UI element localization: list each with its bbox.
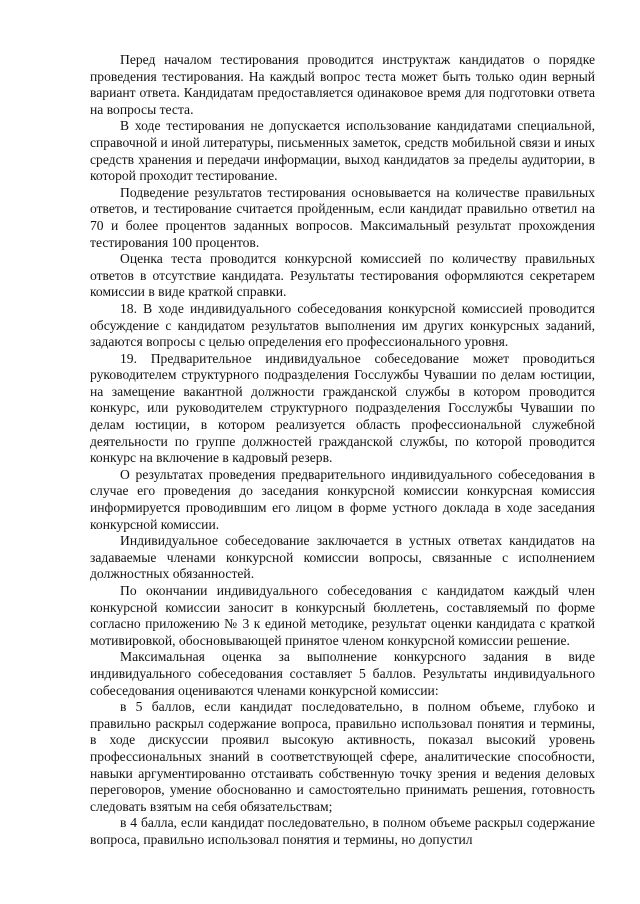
paragraph-testing-briefing: Перед началом тестирования проводится инструктаж кандидатов о порядке проведения тестирования. На каждый вопрос теста может быть только один верный вариант ответа. Кандидатам предоставляется одинаковое время для подготовки ответа на вопросы теста. [90,52,595,117]
document-body [90,52,595,849]
paragraph-item-18: 18. В ходе индивидуального собеседования конкурсной комиссией проводится обсуждение с кандидатом результатов выполнения им других конкурсных заданий, задаются вопросы с целью определения его профессионального уровня. [90,300,595,350]
paragraph-testing-restrictions: В ходе тестирования не допускается использование кандидатами специальной, справочной и иной литературы, письменных заметок, средств мобильной связи и иных средств хранения и передачи информации, выход кандидатов за пределы аудитории, в которой проходит тестирование. [90,118,595,184]
paragraph-test-evaluation: Оценка теста проводится конкурсной комиссией по количеству правильных ответов в отсутствие кандидата. Результаты тестирования оформляются секретарем комиссии в виде краткой справки. [90,251,595,300]
paragraph-testing-results: Подведение результатов тестирования основывается на количестве правильных ответов, и тестирование считается пройденным, если кандидат правильно ответил на 70 и более процентов заданных вопросов. Максимальный результат прохождения тестирования 100 процентов. [90,184,595,250]
paragraph-ballot: По окончании индивидуального собеседования с кандидатом каждый член конкурсной комиссии заносит в конкурсный бюллетень, составляемый по форме согласно приложению № 3 к единой методике, результат оценки кандидата с краткой мотивировкой, обосновывающей принятое членом конкурсной комиссии решение. [90,583,595,648]
paragraph-interview-definition: Индивидуальное собеседование заключается в устных ответах кандидатов на задаваемые членами конкурсной комиссии вопросы, связанные с исполнением должностных обязанностей. [90,533,595,582]
paragraph-score-4: в 4 балла, если кандидат последовательно, в полном объеме раскрыл содержание вопроса, правильно использовал понятия и термины, но допустил [90,815,595,847]
paragraph-preliminary-interview-report: О результатах проведения предварительного индивидуального собеседования в случае его проведения до заседания конкурсной комиссии конкурсная комиссия информируется проводившим его лицом в форме устного доклада в ходе заседания конкурсной комиссии. [90,466,595,532]
paragraph-max-score: Максимальная оценка за выполнение конкурсного задания в виде индивидуального собеседования составляет 5 баллов. Результаты индивидуального собеседования оцениваются членами конкурсной комиссии: [90,649,595,698]
paragraph-score-5: в 5 баллов, если кандидат последовательно, в полном объеме, глубоко и правильно раскрыл содержание вопроса, правильно использовал понятия и термины, в ходе дискуссии проявил высокую активность, показал высокий уровень профессиональных знаний в соответствующей сфере, аналитические способности, навыки аргументированно отстаивать собственную точку зрения и ведения деловых переговоров, умение обоснованно и самостоятельно принимать решения, готовность следовать взятым на себя обязательствам; [90,699,595,814]
paragraph-item-19: 19. Предварительное индивидуальное собеседование может проводиться руководителем структурного подразделения Госслужбы Чувашии по делам юстиции, на замещение вакантной должности гражданской службы в котором проводится конкурс, или руководителем структурного подразделения Госслужбы Чувашии по делам юстиции, в котором реализуется область профессиональной служебной деятельности по группе должностей гражданской службы, по которой проводится конкурс на включение в кадровый резерв. [90,350,595,466]
